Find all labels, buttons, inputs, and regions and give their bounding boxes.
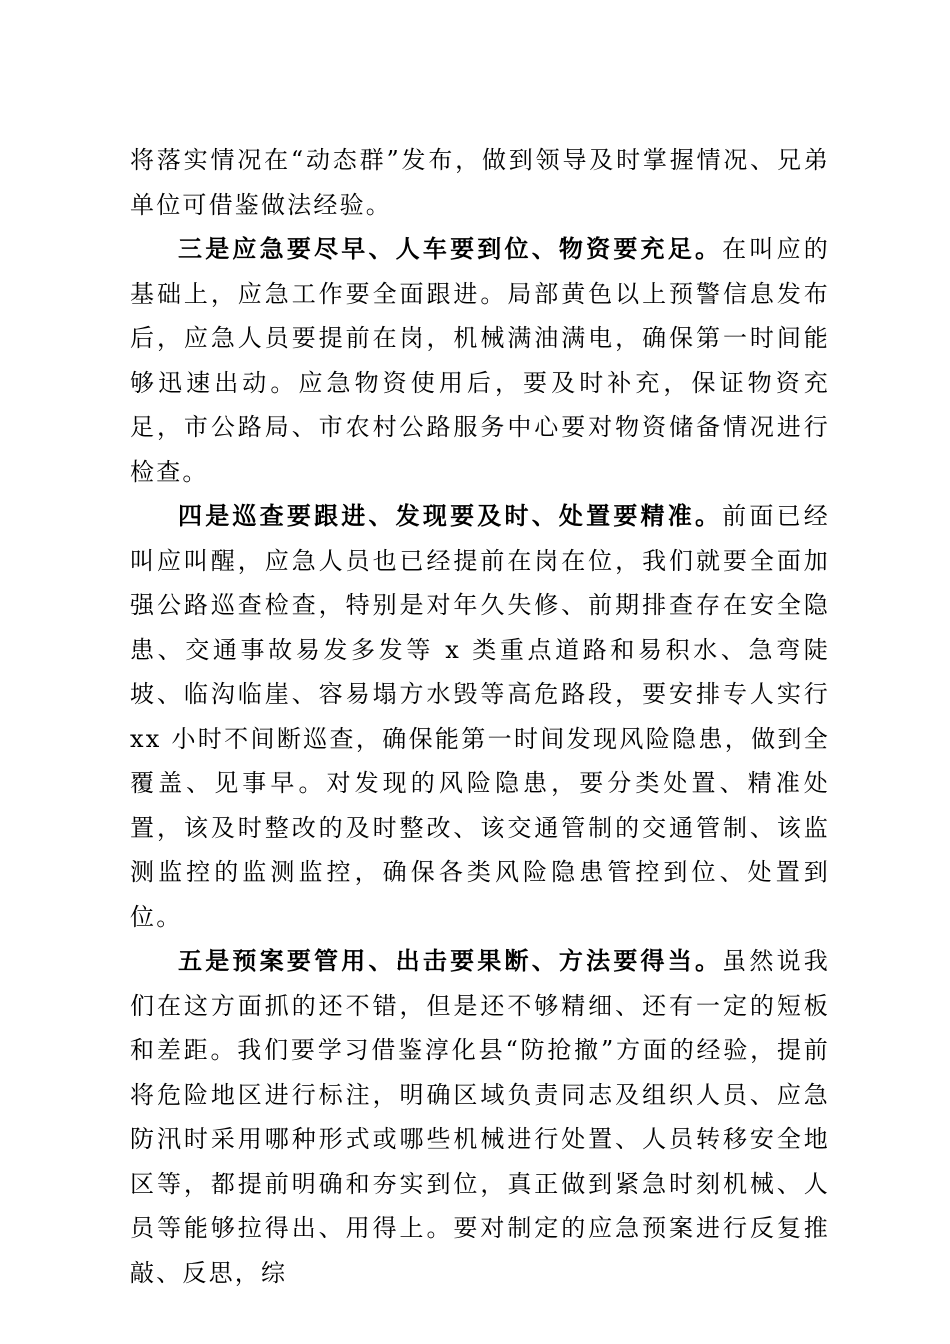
- paragraph-body: 将落实情况在“动态群”发布，做到领导及时掌握情况、兄弟单位可借鉴做法经验。: [130, 146, 830, 219]
- paragraph-continuation: [130, 138, 830, 227]
- paragraph-body: 前面已经叫应叫醒，应急人员也已经提前在岗在位，我们就要全面加强公路巡查检查，特别是对年久失修、前期排查存在安全隐患、交通事故易发多发等 x 类重点道路和易积水、急弯陡坡、临沟临崖、容易塌方水毁等高危路段，要安排专人实行 xx 小时不间断巡查，确保能第一时间发现风险隐患，做到全覆盖、见事早。对发现的风险隐患，要分类处置、精准处置，该及时整改的及时整改、该交通管制的交通管制、该监测监控的监测监控，确保各类风险隐患管控到位、处置到位。: [130, 502, 830, 931]
- document-page: [130, 138, 830, 1295]
- paragraph-body: 虽然说我们在这方面抓的还不错，但是还不够精细、还有一定的短板和差距。我们要学习借鉴淳化县“防抢撤”方面的经验，提前将危险地区进行标注，明确区域负责同志及组织人员、应急防汛时采用哪种形式或哪些机械进行处置、人员转移安全地区等，都提前明确和夯实到位，真正做到紧急时刻机械、人员等能够拉得出、用得上。要对制定的应急预案进行反复推敲、反思，综: [130, 947, 830, 1287]
- paragraph-point-five: [130, 939, 830, 1295]
- paragraph-lead: 四是巡查要跟进、发现要及时、处置要精准。: [178, 501, 723, 530]
- paragraph-body: 在叫应的基础上，应急工作要全面跟进。局部黄色以上预警信息发布后，应急人员要提前在岗，机械满油满电，确保第一时间能够迅速出动。应急物资使用后，要及时补充，保证物资充足，市公路局、市农村公路服务中心要对物资储备情况进行检查。: [130, 235, 830, 486]
- paragraph-lead: 三是应急要尽早、人车要到位、物资要充足。: [178, 234, 723, 263]
- paragraph-point-four: [130, 494, 830, 939]
- paragraph-lead: 五是预案要管用、出击要果断、方法要得当。: [178, 946, 723, 975]
- paragraph-point-three: [130, 227, 830, 494]
